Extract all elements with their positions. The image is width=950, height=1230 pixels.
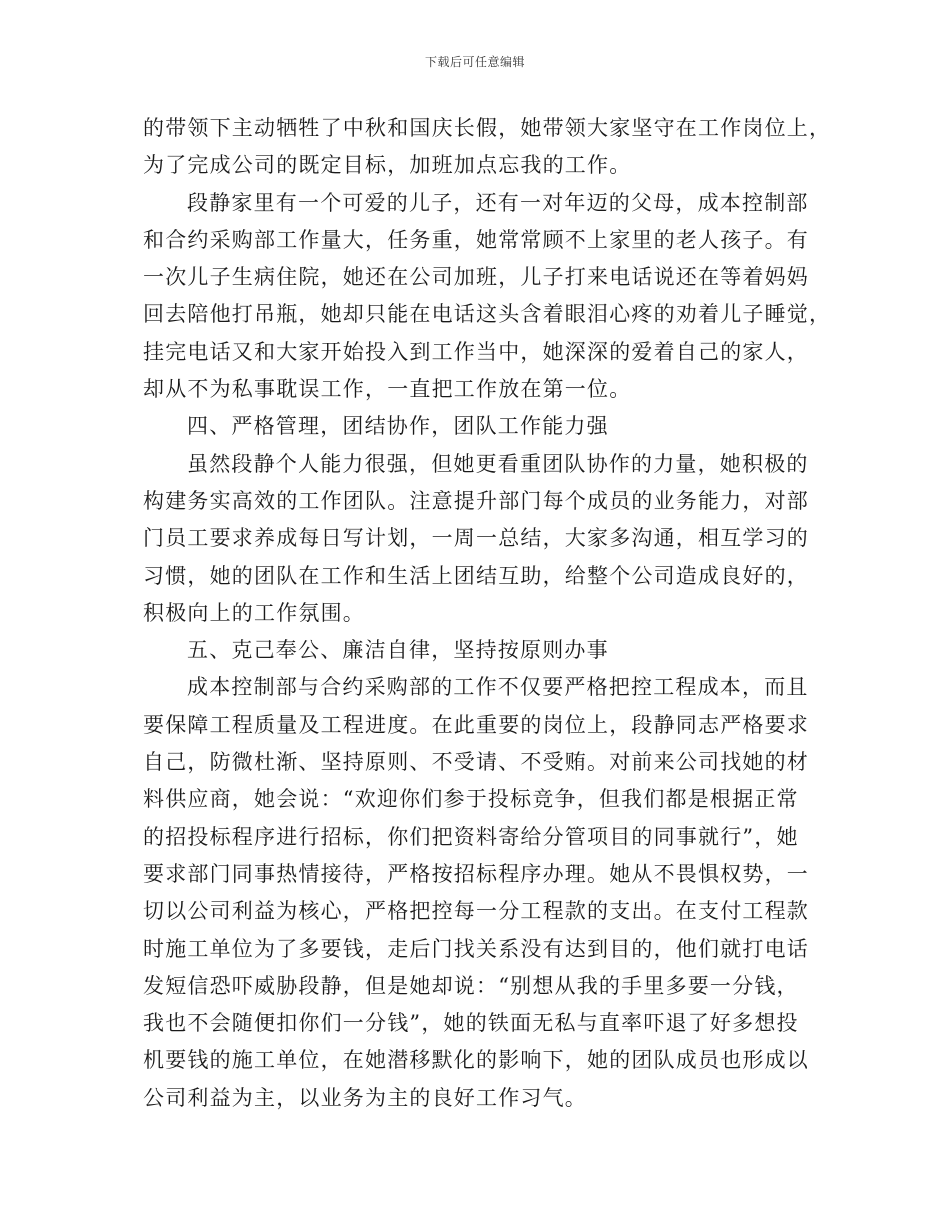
text-line: 段静家里有一个可爱的儿子，还有一对年迈的父母，成本控制部	[187, 190, 809, 215]
text-line: 料供应商，她会说：“欢迎你们参于投标竞争，但我们都是根据正常	[143, 787, 799, 812]
text-line: 习惯，她的团队在工作和生活上团结互助，给整个公司造成良好的，	[143, 563, 809, 588]
page-header: 下载后可任意编辑	[424, 55, 525, 69]
text-line: 挂完电话又和大家开始投入到工作当中，她深深的爱着自己的家人，	[143, 339, 809, 364]
text-line: 为了完成公司的既定目标，加班加点忘我的工作。	[143, 153, 632, 178]
text-line: 我也不会随便扣你们一分钱”，她的铁面无私与直率吓退了好多想投	[143, 1011, 799, 1036]
document-body	[143, 110, 832, 1117]
text-line: 回去陪他打吊瓶，她却只能在电话这头含着眼泪心疼的劝着儿子睡觉，	[143, 302, 832, 327]
text-line: 一次儿子生病住院，她还在公司加班，儿子打来电话说还在等着妈妈	[143, 265, 809, 290]
text-line: 积极向上的工作氛围。	[143, 600, 365, 625]
text-line: 虽然段静个人能力很强，但她更看重团队协作的力量，她积极的	[187, 451, 809, 476]
text-line: 却从不为私事耽误工作，一直把工作放在第一位。	[143, 377, 632, 402]
text-line: 门员工要求养成每日写计划，一周一总结，大家多沟通，相互学习的	[143, 526, 809, 551]
text-line: 发短信恐吓威胁段静，但是她却说：“别想从我的手里多要一分钱，	[143, 973, 799, 998]
text-line: 时施工单位为了多要钱，走后门找关系没有达到目的，他们就打电话	[143, 936, 809, 961]
text-line: 自己，防微杜渐、坚持原则、不受请、不受贿。对前来公司找她的材	[143, 750, 809, 775]
text-line: 的带领下主动牺牲了中秋和国庆长假，她带领大家坚守在工作岗位上，	[143, 116, 832, 140]
text-line: 构建务实高效的工作团队。注意提升部门每个成员的业务能力，对部	[143, 488, 809, 513]
text-line: 和合约采购部工作量大，任务重，她常常顾不上家里的老人孩子。有	[143, 227, 809, 252]
text-line: 机要钱的施工单位，在她潜移默化的影响下，她的团队成员也形成以	[143, 1048, 809, 1073]
text-line: 四、严格管理，团结协作，团队工作能力强	[187, 414, 609, 439]
text-line: 的招投标程序进行招标，你们把资料寄给分管项目的同事就行”，她	[143, 824, 799, 849]
text-line: 成本控制部与合约采购部的工作不仅要严格把控工程成本，而且	[187, 675, 809, 700]
text-line: 公司利益为主，以业务为主的良好工作习气。	[143, 1085, 587, 1110]
text-line: 切以公司利益为核心，严格把控每一分工程款的支出。在支付工程款	[143, 899, 809, 924]
text-line: 五、克己奉公、廉洁自律，坚持按原则办事	[187, 638, 609, 663]
text-line: 要保障工程质量及工程进度。在此重要的岗位上，段静同志严格要求	[143, 712, 809, 737]
text-line: 要求部门同事热情接待，严格按招标程序办理。她从不畏惧权势，一	[143, 861, 809, 886]
